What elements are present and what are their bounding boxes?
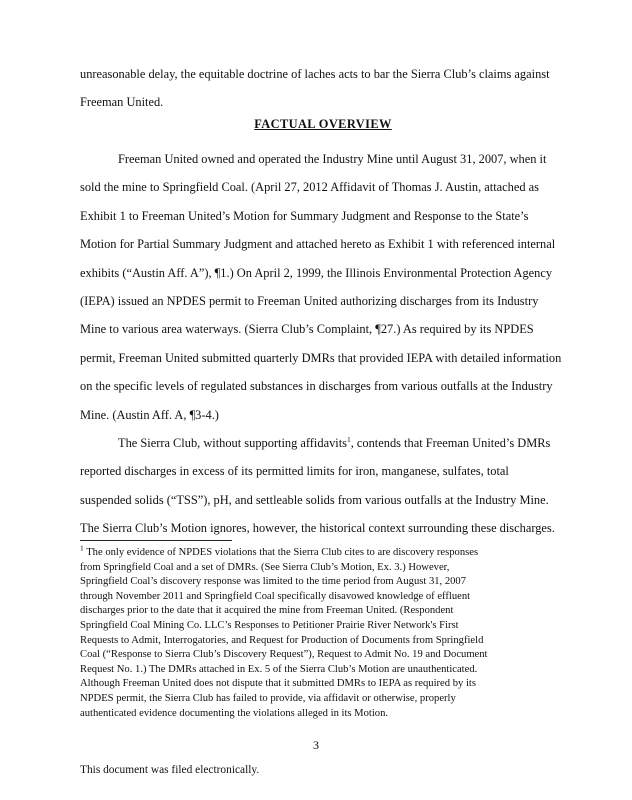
text-line: Freeman United. [80,95,164,110]
footnote-line: NPDES permit, the Sierra Club has failed to provide, via affidavit or otherwise, properly [80,692,456,704]
text-line: The Sierra Club’s Motion ignores, however, the historical context surrounding these discharges. [80,521,555,536]
footnote-line: Although Freeman United does not dispute that it submitted DMRs to IEPA as required by its [80,678,476,690]
text-line: Mine to various area waterways. (Sierra Club’s Complaint, ¶27.) As required by its NPDES [80,322,534,337]
footnote-line: Springfield Coal Mining Co. LLC’s Responses to Petitioner Prairie River Network's First [80,619,459,631]
footnote-number: 1 [80,543,84,553]
footnote-reference[interactable]: 1 [346,434,351,444]
footnote-line [80,543,566,561]
footnote-line: from Springfield Coal and a set of DMRs. (See Sierra Club’s Motion, Ex. 3.) However, [80,561,450,573]
text-line: on the specific levels of regulated substances in discharges from various outfalls at the Industry [80,379,553,394]
footnote-line: Coal (“Response to Sierra Club’s Discovery Request”), Request to Admit No. 19 and Document [80,649,488,661]
text-line: (IEPA) issued an NPDES permit to Freeman United authorizing discharges from its Industry [80,294,539,309]
text-line: permit, Freeman United submitted quarterly DMRs that provided IEPA with detailed information [80,350,562,365]
footnote-line: authenticated evidence documenting the violations alleged in its Motion. [80,707,389,719]
footnote-line: discharges prior to the date that it acquired the mine from Freeman United. (Respondent [80,605,454,617]
page-number: 3 [313,738,319,752]
paragraph-sierra-club [80,429,566,543]
text-line: exhibits (“Austin Aff. A”), ¶1.) On April 2, 1999, the Illinois Environmental Protection Agency [80,265,553,280]
text-line: Motion for Partial Summary Judgment and attached hereto as Exhibit 1 with referenced internal [80,237,556,252]
continuation-paragraph [80,60,566,117]
text-line: Exhibit 1 to Freeman United’s Motion for Summary Judgment and Response to the State’s [80,208,529,223]
text-line: sold the mine to Springfield Coal. (April 27, 2012 Affidavit of Thomas J. Austin, attached as [80,180,539,195]
text-fragment: The Sierra Club, without supporting affidavits [118,436,347,450]
text-line: Freeman United owned and operated the Industry Mine until August 31, 2007, when it [118,152,547,166]
text-line [80,429,566,457]
text-fragment: The only evidence of NPDES violations that the Sierra Club cites to are discovery responses [83,547,479,558]
text-line: unreasonable delay, the equitable doctrine of laches acts to bar the Sierra Club’s claims against [80,67,550,81]
footnote-line: Springfield Coal’s discovery response was limited to the time period from August 31, 2007 [80,576,467,588]
text-line: reported discharges in excess of its permitted limits for iron, manganese, sulfates, total [80,464,509,479]
text-line: Mine. (Austin Aff. A, ¶3-4.) [80,407,219,422]
filed-electronically-note: This document was filed electronically. [80,764,260,776]
footnote-line: Request No. 1.) The DMRs attached in Ex. 5 of the Sierra Club’s Motion are unauthenticated. [80,663,478,675]
paragraph-ownership [80,145,566,429]
footnote-line: Requests to Admit, Interrogatories, and Request for Production of Documents from Springfield [80,634,484,646]
footnote [80,543,566,721]
text-line: suspended solids (“TSS”), pH, and settleable solids from various outfalls at the Industry Mine. [80,492,549,507]
footnote-divider [80,540,232,541]
section-heading: FACTUAL OVERVIEW [254,117,392,131]
text-fragment: , contends that Freeman United’s DMRs [350,436,551,450]
footnote-line: through November 2011 and Springfield Coal specifically disavowed knowledge of effluent [80,590,471,602]
